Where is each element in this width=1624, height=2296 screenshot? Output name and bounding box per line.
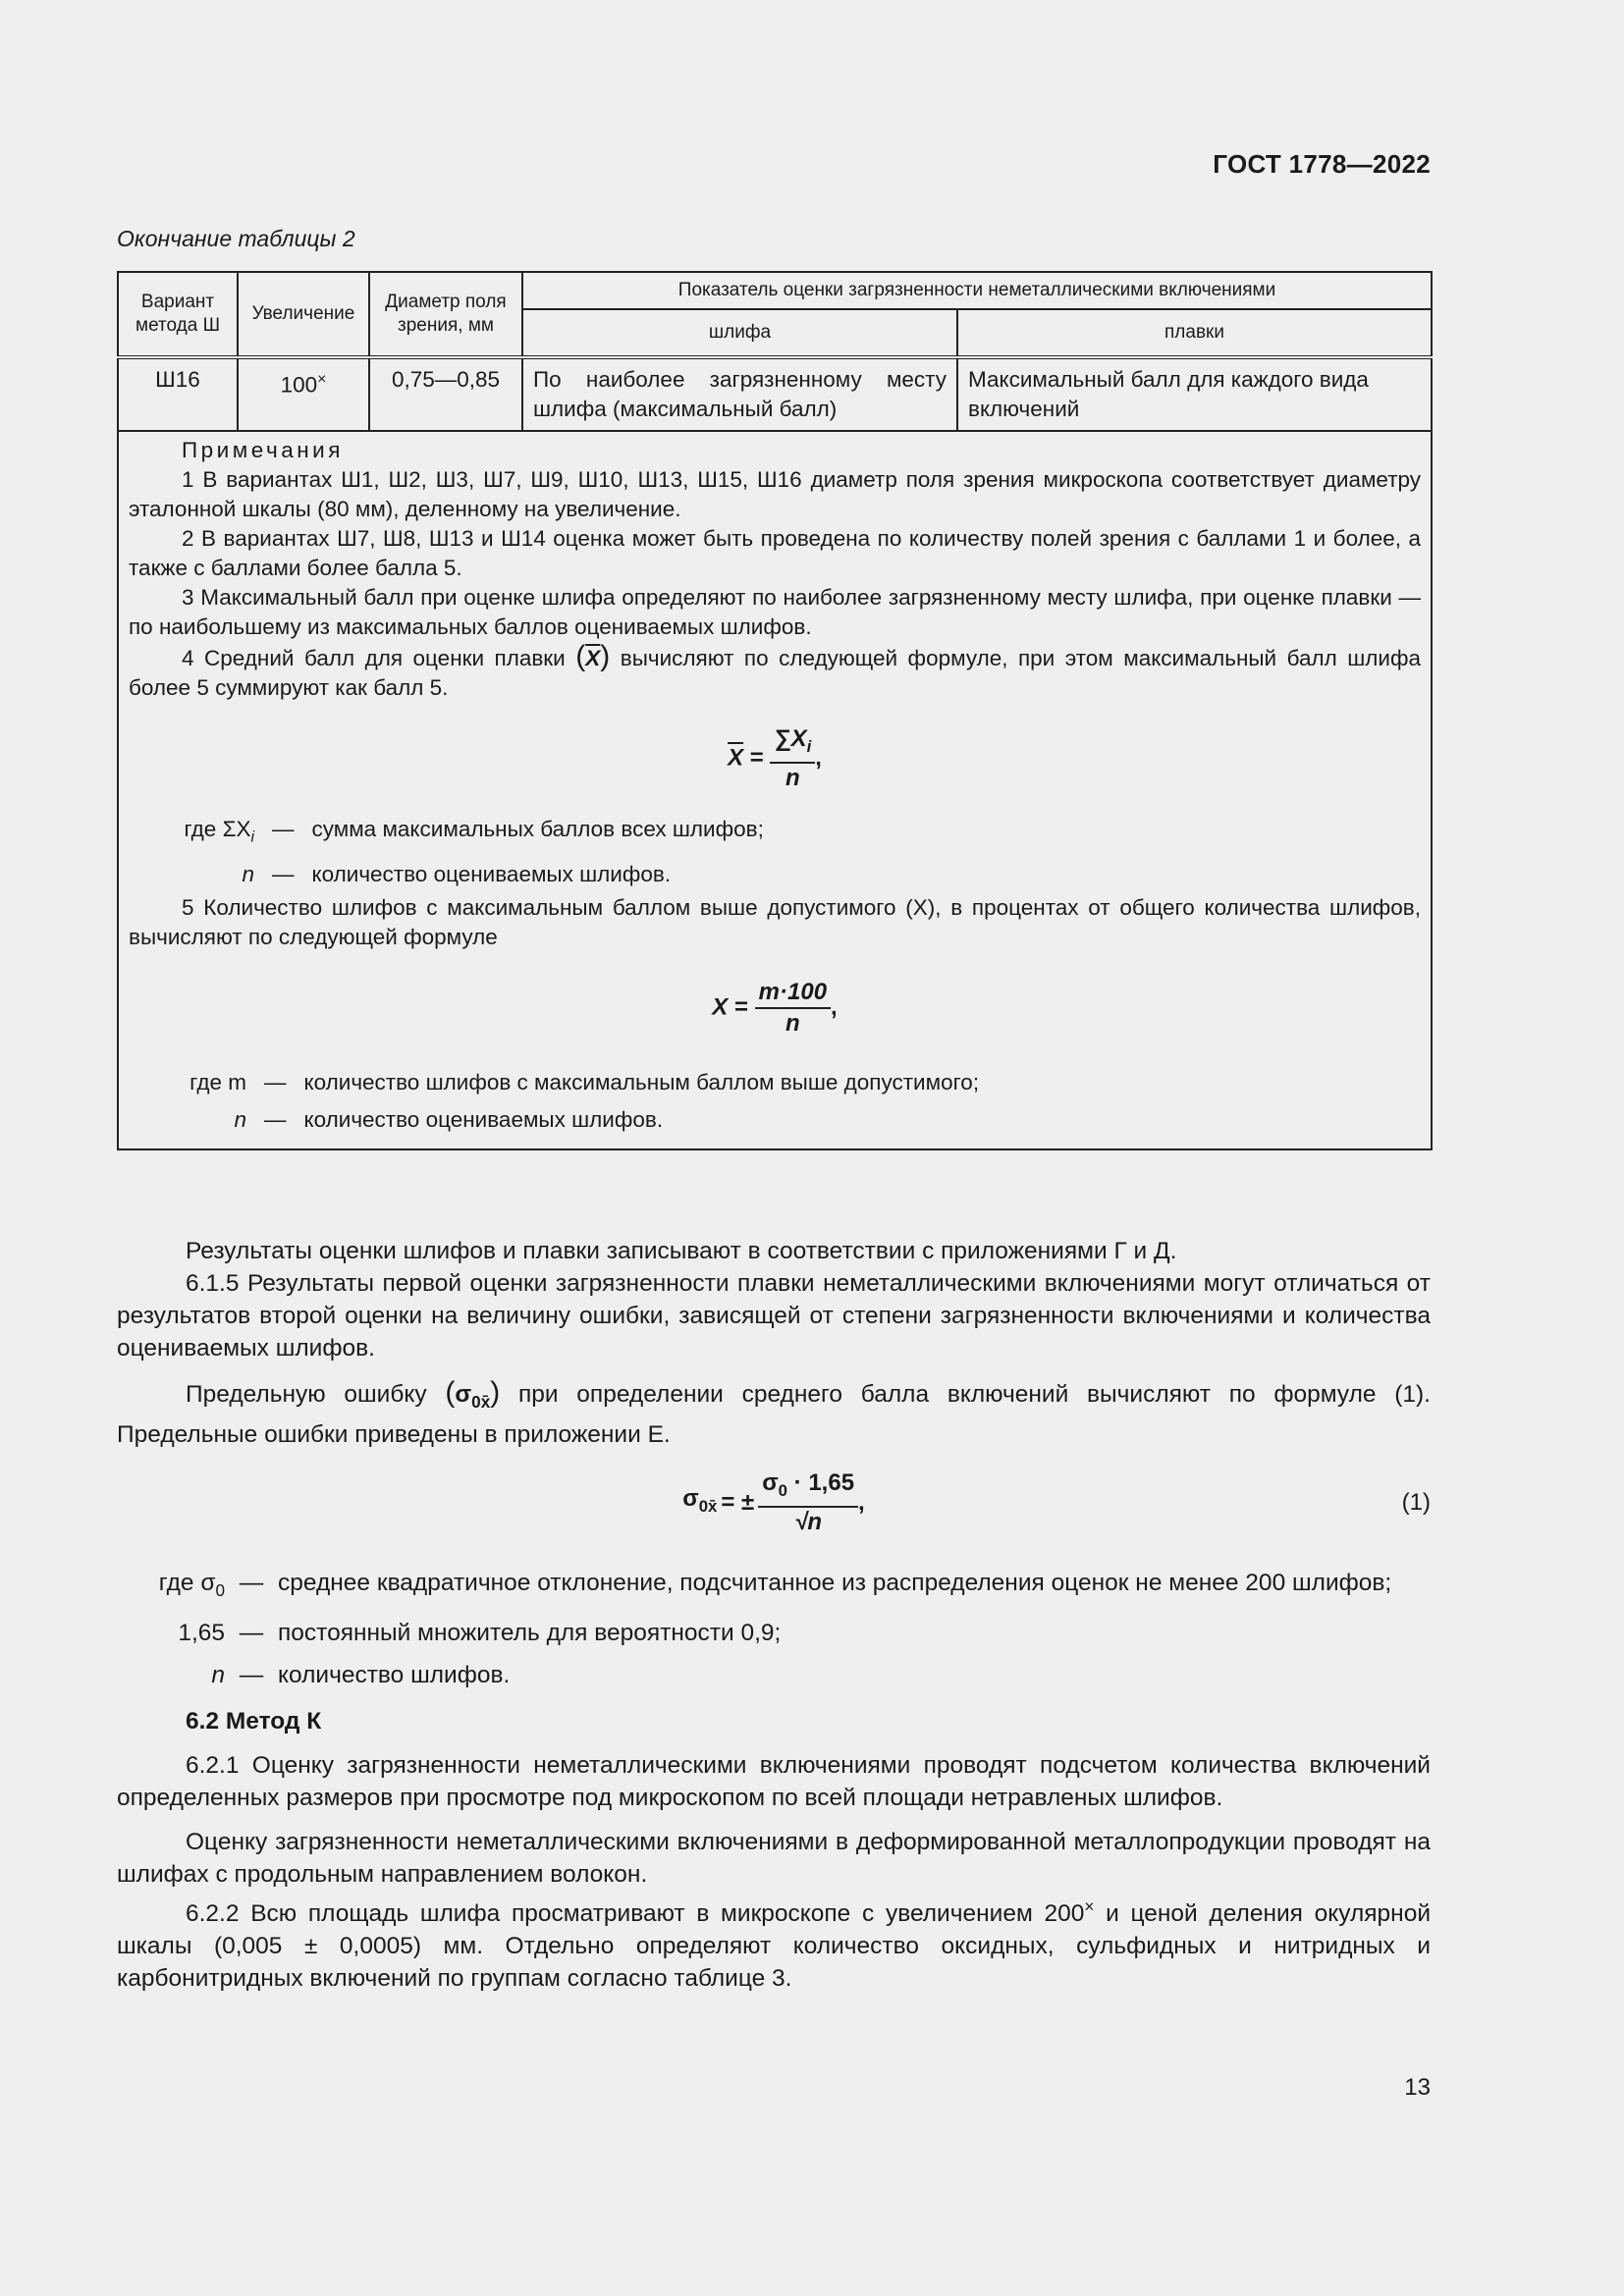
cell-melt: Максимальный балл для каждого вида включений [957, 357, 1432, 431]
header-variant: Вариант метода Ш [118, 272, 238, 357]
cell-section: По наиболее загрязненному месту шлифа (максимальный балл) [522, 357, 957, 431]
where-2-row-2: n — количество оцениваемых шлифов. [234, 1107, 664, 1133]
where-eq1-row-1: где $\sigma_0$ — среднее квадратичное отклонение, подсчитанное из распределения оценок не менее 200 шлифов; [158, 1569, 1392, 1600]
where-2-row-1: где m — количество шлифов с максимальным баллом выше допустимого; [189, 1070, 980, 1095]
header-indicator: Показатель оценки загрязненности неметаллическими включениями [522, 272, 1432, 309]
paragraph-6-2-1: 6.2.1 Оценку загрязненности неметаллическими включениями проводят подсчетом количества включений определенных размеров при просмотре под микроскопом по всей площади нетравленых шлифов. [117, 1751, 1431, 1811]
cell-variant: Ш16 [118, 357, 238, 431]
where-eq1-row-3: n — количество шлифов. [211, 1661, 511, 1688]
note-4: 4 Средний балл для оценки плавки $(\overline{X})$ вычисляют по следующей формуле, при этом максимальный балл шлифа более 5 суммируют как балл 5. [129, 640, 1422, 700]
paragraph-results: Результаты оценки шлифов и плавки записывают в соответствии с приложениями Г и Д. [186, 1238, 1177, 1264]
equation-number: (1) [1401, 1488, 1431, 1516]
paragraph-limit-error: Предельную ошибку $(\sigma_{0x̄})$ при определении среднего балла включений вычисляют по формуле (1). Предельные ошибки приведены в приложении Е. [117, 1376, 1431, 1448]
paragraph-deformed: Оценку загрязненности неметаллическими включениями в деформированной металлопродукции проводят на шлифах с продольным направлением волокон. [117, 1828, 1431, 1888]
note-5: 5 Количество шлифов с максимальным баллом выше допустимого (X), в процентах от общего количества шлифов, вычисляют по следующей формуле [129, 895, 1422, 950]
table-notes [118, 431, 1432, 1149]
body-text [117, 1235, 1431, 1995]
note-3: 3 Максимальный балл при оценке шлифа определяют по наиболее загрязненному месту шлифа, при оценке плавки — по наибольшему из максимальных баллов оцениваемых шлифов. [129, 585, 1422, 639]
table-caption: Окончание таблицы 2 [117, 226, 355, 251]
where-1-row-1: где $\Sigma X_i$ — сумма максимальных баллов всех шлифов; [184, 816, 764, 846]
header-magnification: Увеличение [238, 272, 369, 357]
paragraph-6-1-5: 6.1.5 Результаты первой оценки загрязненности плавки неметаллическими включениями могут отличаться от результатов второй оценки на величину ошибки, зависящей от степени загрязненности включениями и количества оцениваемых шлифов. [117, 1270, 1431, 1362]
where-1-row-2: n — количество оцениваемых шлифов. [242, 862, 672, 887]
paragraph-6-2-2: 6.2.2 Всю площадь шлифа просматривают в микроскопе с увеличением 200× и ценой деления окулярной шкалы (0,005 ± 0,0005) мм. Отдельно определяют количество оксидных, сульфидных и нитридных и карбонитридных включений по группам согласно таблице 3. [117, 1896, 1431, 1992]
note-2: 2 В вариантах Ш7, Ш8, Ш13 и Ш14 оценка может быть проведена по количеству полей зрения с баллами 1 и более, а также с баллами более балла 5. [129, 526, 1422, 580]
notes-title: Примечания [182, 438, 344, 462]
note-1: 1 В вариантах Ш1, Ш2, Ш3, Ш7, Ш9, Ш10, Ш13, Ш15, Ш16 диаметр поля зрения микроскопа соответствует диаметру эталонной шкалы (80 мм), деленному на увеличение. [129, 467, 1422, 521]
table-2-continued [117, 271, 1431, 1150]
header-melt: плавки [957, 309, 1432, 357]
header-section: шлифа [522, 309, 957, 357]
equation-1: $\sigma_{0x̄}$ = ± $\frac{\sigma_0 \cdot 1,65}{√n}$ , (1) [682, 1468, 1431, 1535]
page-number: 13 [1404, 2074, 1431, 2101]
where-eq1-row-2: 1,65 — постоянный множитель для вероятности 0,9; [178, 1619, 782, 1646]
formula-percent: X = $\frac{m\cdot 100}{n}$ , [712, 979, 838, 1038]
header-field-diameter: Диаметр поля зрения, мм [369, 272, 522, 357]
section-title-6-2: 6.2 Метод К [186, 1707, 322, 1735]
standard-header: ГОСТ 1778—2022 [1213, 149, 1431, 179]
cell-field-diameter: 0,75—0,85 [369, 357, 522, 431]
cell-magnification: 100× [238, 357, 369, 431]
formula-mean-score: $\overline{X}$ = $\frac{\sum X_i}{n}$ , [728, 725, 822, 791]
